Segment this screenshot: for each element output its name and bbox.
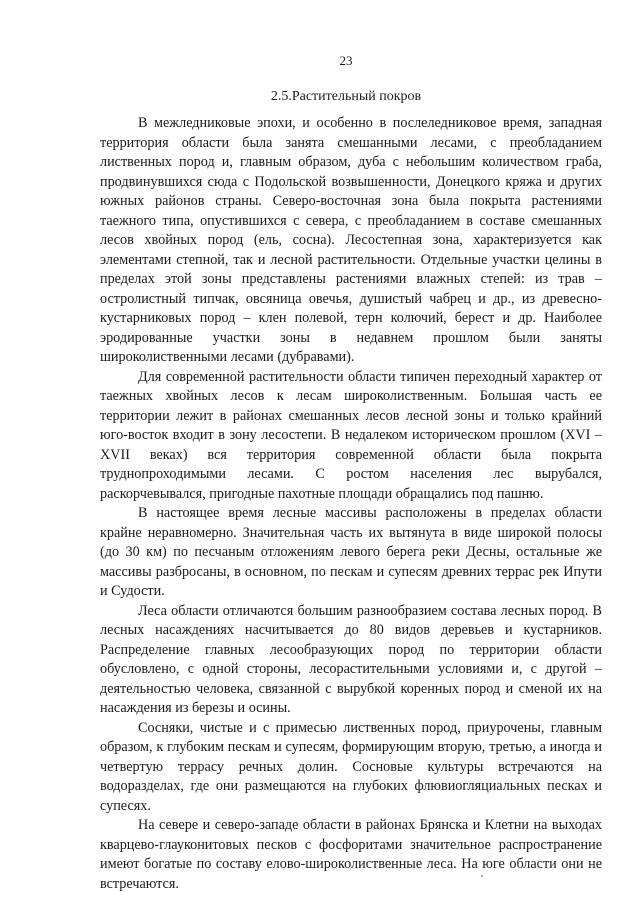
paragraph: Для современной растительности области типичен переходный характер от таежных хвойных лесов к лесам широколиственным. Большая часть ее территории лежит в районах смешанных лесов лесной зоны и только крайний юго-восток входит в зону лесостепи. В недалеком историческом прошлом (XVI – XVII веках) вся территория современной области была покрыта труднопроходимыми лесами. С ростом населения лес вырубался, раскорчевывался, пригодные пахотные площади обращались под пашню. — [100, 368, 602, 502]
paragraph: Леса области отличаются большим разнообразием состава лесных пород. В лесных насаждениях насчитывается до 80 видов деревьев и кустарников. Распределение главных лесообразующих пород по территории области обусловлено, с одной стороны, лесорастительными условиями и, с другой – деятельностью человека, связанной с вырубкой коренных пород и сменой их на насаждения из березы и осины. — [100, 602, 602, 716]
paragraph: В настоящее время лесные массивы расположены в пределах области крайне неравномерно. Значительная часть их вытянута в виде широкой полосы (до 30 км) по песчаным отложениям левого берега реки Десны, остальные же массивы разбросаны, в основном, по пескам и супесям древних террас рек Ипути и Судости. — [100, 505, 602, 599]
page-number: 23 — [339, 53, 353, 68]
paragraph: В межледниковые эпохи, и особенно в послеледниковое время, западная территория области была занята смешанными лесами, с преобладанием лиственных пород и, главным образом, дуба с небольшим количеством граба, продвинувшихся сюда с Подольской возвышенности, Донецкого кряжа и других южных районов страны. Северо-восточная зона была покрыта растениями таежного типа, опустившихся с севера, с преобладанием в составе смешанных лесов хвойных пород (ель, сосна). Лесостепная зона, характеризуется как элементами степной, так и лесной растительности. Отдельные участки целины в пределах этой зоны представлены растениями влажных степей: из трав – остролистный типчак, овсяница овечья, душистый чабрец и др., из древесно-кустарниковых пород – клен полевой, терн колючий, берест и др. Наиболее эродированные участки зоны в недавнем прошлом были заняты широколиственными лесами (дубравами). — [100, 115, 602, 365]
paragraph: Сосняки, чистые и с примесью лиственных пород, приурочены, главным образом, к глубоким пескам и супесям, формирующим вторую, третью, а иногда и четвертую террасу речных долин. Сосновые культуры встречаются на водоразделах, где они размещаются на глубоких флювиогляциальных песках и супесях. — [100, 719, 602, 814]
section-title: 2.5.Растительный покров — [270, 89, 422, 104]
paragraph: На севере и северо-западе области в районах Брянска и Клетни на выходах кварцево-глауконитовых песков с фосфоритами значительное распространение имеют богатые по составу елово-широколиственные леса. На юге области они не встречаются. — [100, 817, 602, 892]
scan-speck — [481, 875, 483, 877]
body-text — [100, 114, 602, 894]
